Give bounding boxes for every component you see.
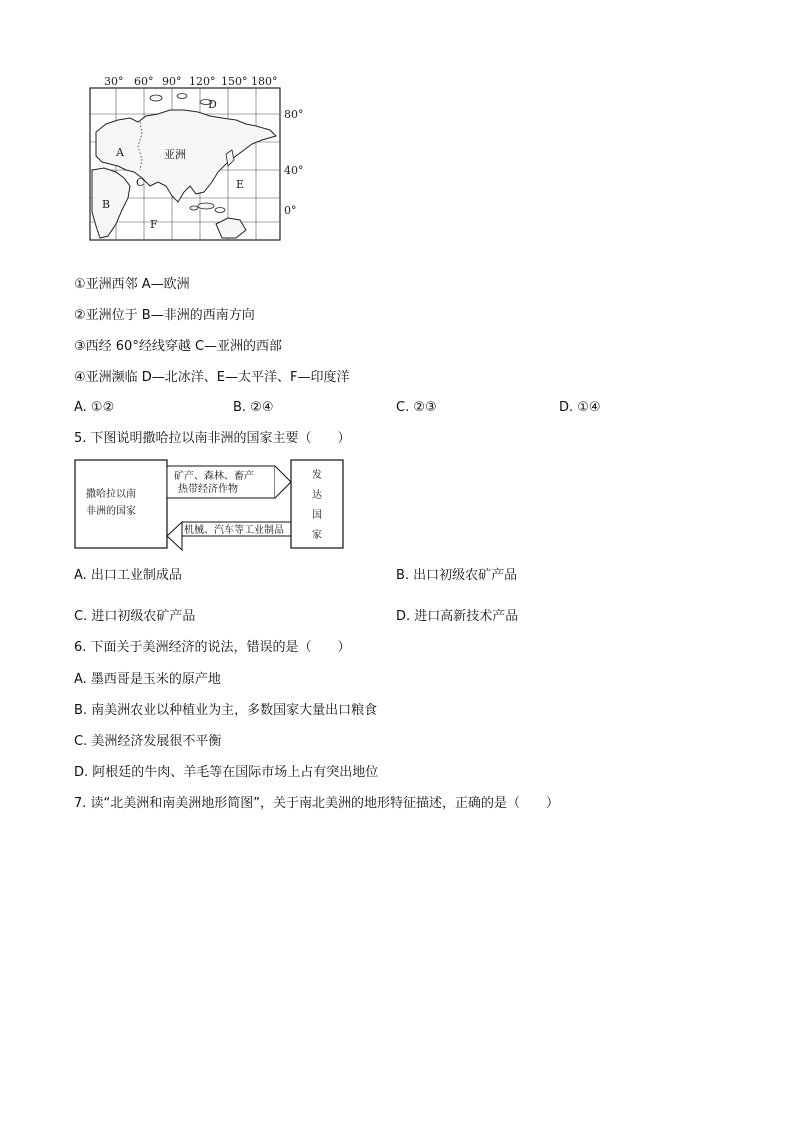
import-arrow-label: 机械、汽车等工业制品 <box>184 525 284 536</box>
statement-4: ④亚洲濒临 D—北冰洋、E—太平洋、F—印度洋 <box>74 370 350 385</box>
asia-map-svg <box>86 74 316 246</box>
export-arrow-line2: 热带经济作物 <box>178 484 238 495</box>
q4-option-b[interactable]: B. ②④ <box>233 400 274 415</box>
q6-option-b[interactable]: B. 南美洲农业以种植业为主，多数国家大量出口粮食 <box>74 703 378 718</box>
map-letter-f: F <box>150 218 158 231</box>
map-letter-c: C <box>136 176 145 189</box>
lat-label-0: 0° <box>284 204 297 217</box>
q6-option-c[interactable]: C. 美洲经济发展很不平衡 <box>74 734 222 749</box>
asia-map-figure <box>86 74 316 246</box>
arctic-islands <box>150 94 212 105</box>
q5-option-a[interactable]: A. 出口工业制成品 <box>74 568 182 583</box>
map-letter-e: E <box>236 178 245 191</box>
q5-option-d[interactable]: D. 进口高新技术产品 <box>396 609 519 624</box>
lon-label-150: 150° <box>221 75 248 88</box>
map-letter-b: B <box>102 198 111 211</box>
diagram-left-line2: 非洲的国家 <box>86 506 136 517</box>
diagram-right-char-3: 国 <box>312 510 322 521</box>
diagram-right-char-1: 发 <box>312 470 322 481</box>
q4-option-a[interactable]: A. ①② <box>74 400 115 415</box>
q6-option-d[interactable]: D. 阿根廷的牛肉、羊毛等在国际市场上占有突出地位 <box>74 765 379 780</box>
australia-landmass <box>216 218 246 238</box>
statement-3: ③西经 60°经线穿越 C—亚洲的西部 <box>74 339 283 354</box>
diagram-right-char-2: 达 <box>312 490 322 501</box>
q7-stem: 7. 读“北美洲和南美洲地形简图”，关于南北美洲的地形特征描述，正确的是（ ） <box>74 796 560 811</box>
diagram-left-box <box>75 460 167 548</box>
diagram-left-line1: 撒哈拉以南 <box>86 489 136 500</box>
lon-label-90: 90° <box>162 75 182 88</box>
statement-1: ①亚洲西邻 A—欧洲 <box>74 277 190 292</box>
trade-diagram <box>74 458 346 552</box>
lon-label-120: 120° <box>189 75 216 88</box>
lat-label-80: 80° <box>284 108 304 121</box>
statement-2: ②亚洲位于 B—非洲的西南方向 <box>74 308 255 323</box>
map-continent-label: 亚洲 <box>164 148 186 161</box>
q5-option-c[interactable]: C. 进口初级农矿产品 <box>74 609 196 624</box>
map-letter-d: D <box>208 98 217 111</box>
q6-stem: 6. 下面关于美洲经济的说法，错误的是（ ） <box>74 640 351 655</box>
q4-option-c[interactable]: C. ②③ <box>396 400 437 415</box>
q5-stem: 5. 下图说明撒哈拉以南非洲的国家主要（ ） <box>74 431 351 446</box>
trade-diagram-svg <box>74 458 346 552</box>
map-letter-a: A <box>116 146 124 159</box>
export-arrow-line1: 矿产、森林、畜产 <box>174 471 254 482</box>
lon-label-60: 60° <box>134 75 154 88</box>
q5-option-b[interactable]: B. 出口初级农矿产品 <box>396 568 518 583</box>
q6-option-a[interactable]: A. 墨西哥是玉米的原产地 <box>74 672 221 687</box>
lat-label-40: 40° <box>284 164 304 177</box>
diagram-right-char-4: 家 <box>312 530 322 541</box>
import-arrow-head <box>167 522 182 550</box>
lon-label-180: 180° <box>251 75 278 88</box>
q4-option-d[interactable]: D. ①④ <box>559 400 601 415</box>
export-arrow-head <box>275 466 291 498</box>
lon-label-30: 30° <box>104 75 124 88</box>
africa-landmass <box>92 168 130 238</box>
